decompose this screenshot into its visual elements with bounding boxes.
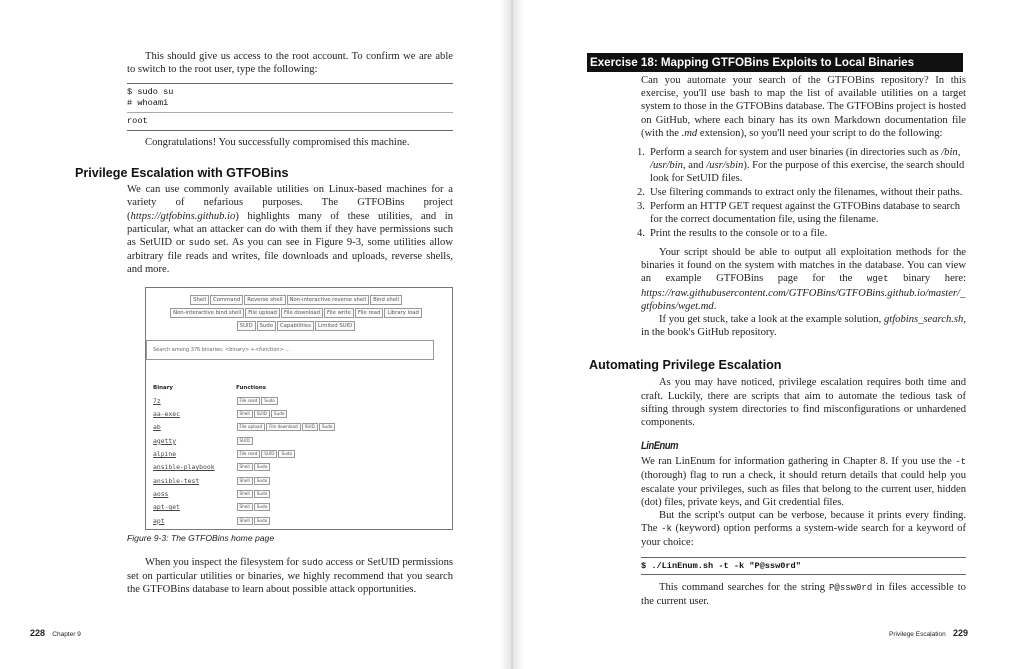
function-tag[interactable]: Sudo — [254, 490, 271, 498]
figure-caption: Figure 9-3: The GTFOBins home page — [127, 532, 275, 543]
table-row — [153, 421, 336, 434]
function-tag[interactable]: File read — [237, 397, 261, 405]
binary-link[interactable]: ansible-playbook — [153, 463, 215, 472]
function-tag[interactable]: Shell — [190, 295, 209, 305]
code-block — [127, 83, 453, 131]
paragraph — [641, 581, 966, 608]
binary-link[interactable]: apt-get — [153, 503, 180, 512]
text: We ran LinEnum for information gathering in Chapter 8. If you use the — [641, 456, 956, 468]
text: . — [713, 300, 717, 312]
path: /usr/sbin — [706, 160, 744, 172]
figure-gtfobins-screenshot — [145, 287, 453, 530]
function-tag[interactable]: File download — [266, 423, 301, 431]
code-line: # whoami — [127, 97, 169, 108]
text: , and — [682, 160, 707, 172]
running-head: Privilege Escalation — [889, 631, 946, 638]
exercise-title: Exercise 18: Mapping GTFOBins Exploits to Local Binaries — [587, 53, 963, 72]
function-tag[interactable]: Shell — [237, 477, 253, 485]
function-tag[interactable]: File write — [324, 308, 354, 318]
link[interactable]: https://raw.githubusercontent.com/GTFOBins/GTFOBins.github.io/master/_gtfobins/wget.md — [641, 287, 966, 312]
text: binary here: — [888, 273, 966, 285]
list-item — [637, 146, 966, 186]
binary-link[interactable]: aoss — [153, 489, 169, 498]
section-heading: Automating Privilege Escalation — [589, 358, 782, 373]
text: Perform a search for system and user binaries (in directories such as — [650, 147, 942, 159]
text: Use filtering commands to extract only the filenames, without their paths. — [650, 187, 963, 199]
function-tag[interactable]: File download — [281, 308, 323, 318]
function-tag[interactable]: Library load — [384, 308, 422, 318]
function-tag[interactable]: Limited SUID — [315, 321, 355, 331]
function-tag[interactable]: File upload — [237, 423, 266, 431]
paragraph — [641, 455, 966, 509]
function-tag[interactable]: Non-interactive reverse shell — [287, 295, 370, 305]
inline-code: -t — [955, 457, 966, 468]
paragraph: As you may have noticed, privilege escalation requires both time and craft. Luckily, there are scripts that aim to automate the tedious task of sifting through system directories to find misconfigurations or unhardened components. — [641, 377, 966, 428]
function-list — [236, 435, 253, 448]
binary-link[interactable]: alpine — [153, 450, 177, 459]
code-block — [641, 557, 966, 576]
function-tag[interactable]: File read — [237, 450, 261, 458]
subsection-heading: LinEnum — [641, 440, 679, 453]
filename: gtfobins_search.sh — [883, 313, 964, 325]
table-row — [153, 435, 336, 448]
link[interactable]: https://gtfobins.github.io — [130, 210, 236, 222]
text: (keyword) option performs a system-wide search for a keyword of your choice: — [641, 523, 966, 549]
text: We can use commonly available utilities on Linux-based machines for a variety of nefarious purposes. The GTFOBins project ( — [127, 184, 453, 222]
table-row — [153, 475, 336, 488]
inline-code: sudo — [188, 237, 211, 248]
function-list — [236, 448, 296, 461]
paragraph: Congratulations! You successfully compromised this machine. — [145, 136, 410, 148]
list-number: 4. — [637, 227, 645, 239]
function-tag[interactable]: File read — [355, 308, 383, 318]
binary-link[interactable]: ab — [153, 423, 161, 432]
page-number: 229 — [952, 628, 968, 638]
function-tag[interactable]: Non-interactive bind shell — [170, 308, 244, 318]
column-header-binary: Binary — [153, 384, 174, 391]
function-filter-tags — [146, 294, 446, 333]
text: This command searches for the string — [659, 582, 830, 594]
function-list — [236, 488, 271, 501]
paragraph — [641, 74, 966, 140]
function-list — [236, 515, 271, 528]
page-number: 228 — [30, 628, 46, 638]
function-tag[interactable]: File upload — [245, 308, 280, 318]
function-tag[interactable]: Command — [210, 295, 243, 305]
inline-code: -k — [661, 524, 672, 535]
function-tag[interactable]: Capabilities — [277, 321, 314, 331]
function-tag[interactable]: Sudo — [319, 423, 336, 431]
text: Your script should be able to output all exploitation methods for the binaries it found on the system with matches in the database. You can view an example GTFOBins page for the — [641, 246, 966, 285]
paragraph — [641, 313, 966, 339]
function-list — [236, 421, 336, 434]
function-tag[interactable]: Sudo — [254, 477, 271, 485]
function-list — [236, 408, 288, 421]
function-tag[interactable]: Shell — [237, 410, 253, 418]
numbered-list — [637, 146, 966, 240]
function-tag[interactable]: Sudo — [271, 410, 288, 418]
section-heading: Privilege Escalation with GTFOBins — [75, 166, 289, 181]
function-tag[interactable]: Shell — [237, 463, 253, 471]
text: , in the book's GitHub repository. — [641, 313, 966, 339]
table-row — [153, 501, 336, 514]
function-tag[interactable]: Sudo — [254, 517, 271, 525]
list-item — [637, 186, 966, 199]
text: But the script's output can be verbose, because it prints every finding. The — [641, 509, 966, 535]
function-tag[interactable]: Shell — [237, 490, 253, 498]
binary-link[interactable]: apt — [153, 516, 165, 525]
list-number: 2. — [637, 187, 645, 199]
text: ) highlights many of these utilities, and in particular, what an attacker can do with them if they have permissions such as SetUID or — [127, 210, 453, 248]
left-page-body — [75, 50, 453, 596]
list-item — [637, 227, 966, 240]
table-row — [153, 408, 336, 421]
text: ). For the purpose of this exercise, the search should look for SetUID files. — [650, 160, 965, 185]
table-row — [153, 488, 336, 501]
function-tag[interactable]: Sudo — [257, 321, 276, 331]
table-row — [153, 515, 336, 528]
function-tag[interactable]: SUID — [237, 321, 256, 331]
inline-code: P@ssw0rd — [829, 583, 873, 594]
tag-row — [146, 294, 446, 307]
text: , — [957, 147, 961, 159]
function-tag[interactable]: SUID — [237, 437, 253, 445]
text: Can you automate your search of the GTFOBins repository? In this exercise, you'll use bash to map the list of available utilities on a target system to those in the GTFOBins database. The GTFOBins project is hosted on GitHub, where each binary has its own Markdown documentation file (with the — [641, 75, 966, 139]
paragraph: This should give us access to the root account. To confirm we are able to switch to the root user, type the following: — [127, 51, 453, 76]
function-tag[interactable]: SUID — [254, 410, 270, 418]
paragraph — [127, 556, 453, 597]
path: /usr/bin — [650, 160, 683, 172]
binary-link[interactable]: 7z — [153, 396, 161, 405]
code-line: $ ./LinEnum.sh -t -k "P@ssw0rd" — [641, 560, 801, 571]
function-tag[interactable]: Shell — [237, 503, 253, 511]
binaries-table — [153, 382, 336, 528]
text: .md — [681, 127, 698, 139]
text: in files accessible to the current user. — [641, 582, 966, 608]
search-input[interactable]: Search among 376 binaries: <binary> +<function> ... — [146, 340, 434, 360]
paragraph — [127, 183, 453, 276]
table-row — [153, 395, 336, 408]
code-line: $ sudo su — [127, 87, 174, 98]
list-item — [637, 200, 966, 226]
tag-row — [146, 307, 446, 320]
table-row — [153, 461, 336, 474]
function-tag[interactable]: Bind shell — [370, 295, 402, 305]
text: access or SetUID permissions set on particular utilities or binaries, we highly recommend that you search the GTFOBins database to learn about possible attack opportunities. — [127, 556, 453, 595]
page-footer — [889, 627, 968, 641]
paragraph — [641, 509, 966, 550]
function-list — [236, 501, 271, 514]
binary-link[interactable]: ansible-test — [153, 476, 200, 485]
function-tag[interactable]: Sudo — [278, 450, 295, 458]
text: Perform an HTTP GET request against the GTFOBins database to search for the correct documentation file, using the filename. — [650, 200, 961, 226]
running-head: Chapter 9 — [52, 631, 81, 638]
function-list — [236, 461, 271, 474]
inline-code: sudo — [301, 557, 324, 568]
page-gutter — [500, 0, 524, 669]
text: When you inspect the filesystem for — [145, 556, 302, 568]
text: extension), so you'll need your script to do the following: — [697, 127, 943, 139]
inline-code: wget — [866, 274, 889, 285]
function-tag[interactable]: Sudo — [254, 463, 271, 471]
text: (thorough) flag to run a check, it should return details that could help you escalate your privileges, such as files that belong to the current user, hidden (dot) files, private keys, and Git credential files. — [641, 470, 966, 508]
function-list — [236, 475, 271, 488]
code-output: root — [127, 116, 148, 127]
function-tag[interactable]: Sudo — [254, 503, 271, 511]
text: Print the results to the console or to a file. — [650, 227, 828, 239]
divider — [127, 112, 453, 113]
text: set. As you can see in Figure 9-3, some utilities allow arbitrary file reads and writes, file downloads and uploads, reverse shells, and more. — [127, 236, 453, 276]
paragraph — [641, 246, 966, 313]
right-page-body — [589, 74, 966, 609]
path: /bin — [941, 147, 958, 159]
list-number: 3. — [637, 200, 645, 212]
function-tag[interactable]: Reverse shell — [244, 295, 285, 305]
binary-link[interactable]: aa-exec — [153, 410, 180, 419]
tag-row — [146, 320, 446, 333]
table-row — [153, 448, 336, 461]
function-list — [236, 395, 278, 408]
function-tag[interactable]: Sudo — [261, 397, 278, 405]
text: If you get stuck, take a look at the example solution, — [659, 313, 884, 325]
page-footer — [30, 627, 81, 641]
function-tag[interactable]: Shell — [237, 517, 253, 525]
function-tag[interactable]: SUID — [302, 423, 318, 431]
function-tag[interactable]: SUID — [261, 450, 277, 458]
column-header-functions: Functions — [236, 384, 267, 391]
list-number: 1. — [637, 147, 645, 159]
binary-link[interactable]: agetty — [153, 436, 177, 445]
